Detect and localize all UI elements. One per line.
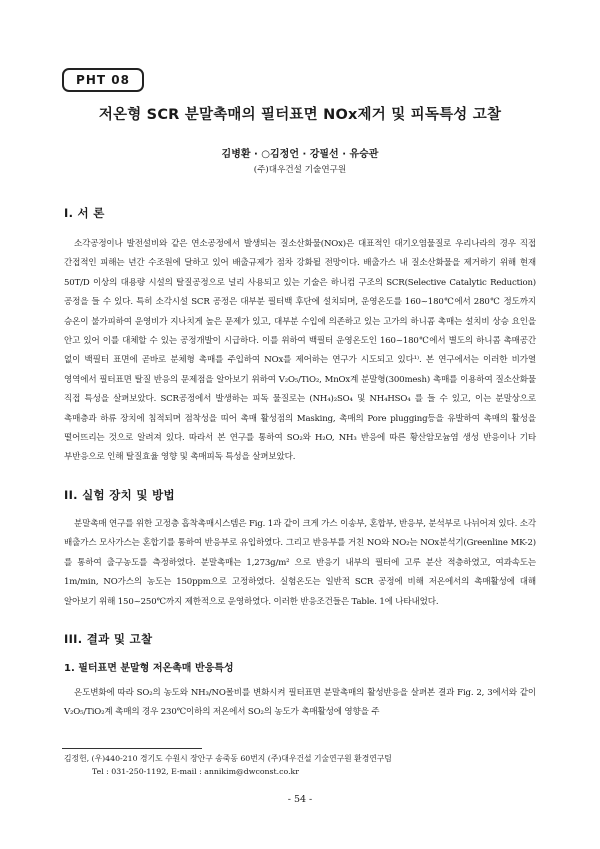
section-1-body xyxy=(64,235,536,468)
page-number: - 54 - xyxy=(287,794,313,805)
section-1-paragraph: 소각공정이나 발전설비와 같은 연소공정에서 발생되는 질소산화물(NOx)은 대표적인 대기오염물질로 우리나라의 경우 직접 간접적인 피해는 년간 수조원에 달하고 있어 배출규제가 점차 강화될 전망이다. 배출가스 내 질소산화물을 제거하기 위해 현재 50T/D 이상의 대용량 시설의 탈질공정으로 널리 사용되고 있는 기술은 하니컴 구조의 SCR(Selective Catalytic Reduction) 공정을 들 수 있다. 특히 소각시설 SCR 공정은 대부분 필터백 후단에 설치되며, 운영온도를 160~180℃에서 280℃ 정도까지 승온이 불가피하여 운영비가 지나치게 높은 문제가 있고, 대부분 수입에 의존하고 있는 고가의 하니콤 촉매는 설치비 상승 요인을 안고 있어 이를 대체할 수 있는 공정개발이 시급하다. 이를 위하여 백필터 운영온도인 160~180℃에서 별도의 하니콤 촉매공간 없이 백필터 표면에 곧바로 분체형 촉매를 주입하여 NOx를 제어하는 연구가 시도되고 있다¹⁾. 본 연구에서는 이러한 비가열 영역에서 필터표면 탈질 반응의 문제점을 알아보기 위하여 V₂O₅/TiO₂, MnOx계 분말형(300mesh) 촉매를 이용하여 질소산화물 직접 특성을 살펴보았다. SCR공정에서 발생하는 피독 물질로는 (NH₄)₂SO₄ 및 NH₄HSO₄ 를 들 수 있고, 이는 분말상으로 촉매층과 하류 장치에 침적되며 점착성을 띠어 촉매 활성점의 Masking, 촉매의 Pore plugging등을 유발하여 촉매의 활성을 떨어뜨리는 것으로 알려져 있다. 따라서 본 연구를 통하여 SO₂와 H₂O, NH₃ 반응에 따른 황산암모늄염 생성 반응이나 기타 부반응으로 인해 탈질효율 영향 및 촉매피독 특성을 살펴보았다. xyxy=(64,239,536,463)
section-2-body xyxy=(64,515,536,612)
section-3-paragraph: 온도변화에 따라 SO₂의 농도와 NH₃/NO몰비를 변화시켜 필터표면 분말촉매의 활성반응을 살펴본 결과 Fig. 2, 3에서와 같이 V₂O₅/TiO₂계 촉매의 경우 230℃이하의 저온에서 SO₂의 농도가 촉매활성에 영향을 주 xyxy=(64,688,536,718)
section-3-body xyxy=(64,684,536,723)
section-3-heading: III. 결과 및 고찰 xyxy=(64,632,153,646)
footnote-contact: Tel : 031-250-1192, E-mail : annikim@dwconst.co.kr xyxy=(92,767,300,776)
footnote-address: 김정헌, (우)440-210 경기도 수원시 장안구 송죽동 60번지 (주)대우건설 기술연구원 환경연구팀 xyxy=(64,754,392,763)
footnote-divider xyxy=(62,748,202,749)
author-list: 김병환 · ○김정언 · 강필선 · 유승관 xyxy=(221,149,379,160)
paper-title: 저온형 SCR 분말촉매의 필터표면 NOx제거 및 피독특성 고찰 xyxy=(98,107,502,123)
affiliation: (주)대우건설 기술연구원 xyxy=(253,165,347,175)
section-3-subheading: 1. 필터표면 분말형 저온촉매 반응특성 xyxy=(64,663,234,674)
section-1-heading: I. 서 론 xyxy=(64,206,105,220)
section-2-paragraph: 분말촉매 연구를 위한 고정층 흡착촉매시스템은 Fig. 1과 같이 크게 가스 이송부, 혼합부, 반응부, 분석부로 나뉘어져 있다. 소각 배출가스 모사가스는 혼합기를 통하여 반응부로 유입하였다. 그리고 반응부를 거친 NO와 NO₂는 NOx분석기(Greenline MK-2)를 통하여 출구농도를 측정하였다. 분말촉매는 1,273g/m² 으로 반응기 내부의 필터에 고루 분산 적층하였고, 여과속도는 1m/min, NO가스의 농도는 150ppm으로 고정하였다. 실험온도는 일반적 SCR 공정에 비해 저온에서의 촉매활성에 대해 알아보기 위해 150~250℃까지 제한적으로 운영하였다. 이러한 반응조건들은 Table. 1에 나타내었다. xyxy=(64,519,536,607)
session-badge: PHT 08 xyxy=(62,68,144,92)
section-2-heading: II. 실험 장치 및 방법 xyxy=(64,488,175,502)
footnote xyxy=(64,752,544,778)
